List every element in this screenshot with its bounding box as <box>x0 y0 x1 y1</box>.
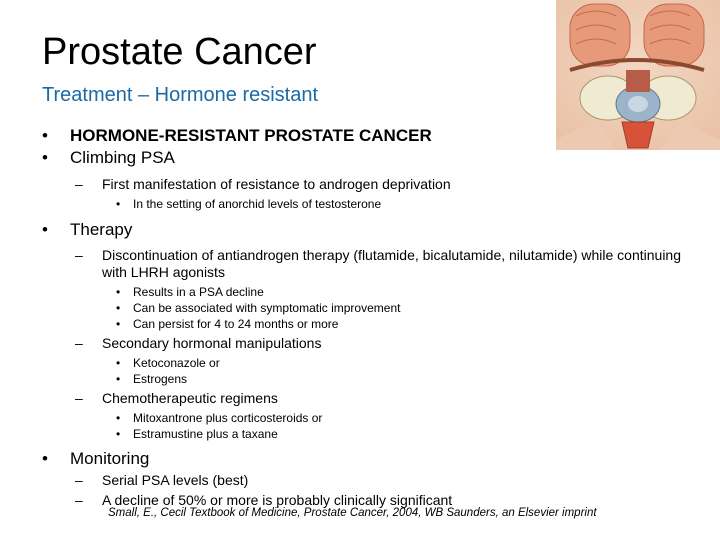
bullet-item <box>42 220 682 240</box>
sub-sub-bullet-item <box>42 410 682 426</box>
sub-sub-bullet-text: In the setting of anorchid levels of testosterone <box>133 197 382 211</box>
dash-glyph: – <box>75 335 83 351</box>
slide-subtitle: Treatment – Hormone resistant <box>42 84 319 106</box>
sub-sub-bullet-item <box>42 284 682 300</box>
bullet-glyph: • <box>42 449 48 468</box>
bullet-text: Therapy <box>70 220 133 239</box>
bullet-glyph: • <box>116 197 121 211</box>
bullet-glyph: • <box>116 301 121 315</box>
sub-sub-bullet-text: Can be associated with symptomatic improvement <box>133 301 401 315</box>
slide-body <box>42 126 682 509</box>
bullet-glyph: • <box>116 356 121 370</box>
bullet-text: Climbing PSA <box>70 148 175 167</box>
sub-bullet-text: A decline of 50% or more is probably clinically significant <box>102 492 453 508</box>
sub-sub-bullet-item <box>42 355 682 371</box>
sub-bullet-item <box>42 335 682 352</box>
dash-glyph: – <box>75 472 83 488</box>
sub-sub-bullet-item <box>42 316 682 332</box>
sub-bullet-text: First manifestation of resistance to androgen deprivation <box>102 176 451 192</box>
sub-bullet-item <box>42 472 682 489</box>
sub-bullet-text: Secondary hormonal manipulations <box>102 335 322 351</box>
bullet-glyph: • <box>116 372 121 386</box>
sub-sub-bullet-item <box>42 300 682 316</box>
sub-sub-bullet-text: Ketoconazole or <box>133 356 220 370</box>
sub-bullet-item <box>42 247 682 281</box>
bullet-glyph: • <box>116 317 121 331</box>
bullet-item <box>42 126 682 146</box>
slide-title: Prostate Cancer <box>42 31 317 73</box>
sub-sub-bullet-text: Can persist for 4 to 24 months or more <box>133 317 339 331</box>
sub-sub-bullet-text: Estrogens <box>133 372 188 386</box>
dash-glyph: – <box>75 247 83 263</box>
bullet-glyph: • <box>116 427 121 441</box>
sub-sub-bullet-item <box>42 196 682 212</box>
bullet-glyph: • <box>116 285 121 299</box>
sub-sub-bullet-text: Results in a PSA decline <box>133 285 264 299</box>
sub-bullet-text: Serial PSA levels (best) <box>102 472 249 488</box>
sub-bullet-text: Discontinuation of antiandrogen therapy (flutamide, bicalutamide, nilutamide) while continuing with LHRH agonists <box>102 247 682 280</box>
sub-bullet-item <box>42 176 682 193</box>
sub-sub-bullet-text: Mitoxantrone plus corticosteroids or <box>133 411 323 425</box>
sub-bullet-text: Chemotherapeutic regimens <box>102 390 278 406</box>
bullet-glyph: • <box>42 220 48 239</box>
sub-sub-bullet-text: Estramustine plus a taxane <box>133 427 278 441</box>
dash-glyph: – <box>75 176 83 192</box>
sub-sub-bullet-item <box>42 426 682 442</box>
bullet-text: HORMONE-RESISTANT PROSTATE CANCER <box>70 126 432 145</box>
bullet-text: Monitoring <box>70 449 150 468</box>
bullet-item <box>42 148 682 168</box>
bullet-glyph: • <box>42 126 48 145</box>
sub-bullet-item <box>42 390 682 407</box>
bullet-glyph: • <box>42 148 48 167</box>
bullet-glyph: • <box>116 411 121 425</box>
sub-sub-bullet-item <box>42 371 682 387</box>
citation: Small, E., Cecil Textbook of Medicine, Prostate Cancer, 2004, WB Saunders, an Elsevier imprint <box>108 507 597 519</box>
dash-glyph: – <box>75 390 83 406</box>
bullet-item <box>42 449 682 469</box>
dash-glyph: – <box>75 492 83 508</box>
